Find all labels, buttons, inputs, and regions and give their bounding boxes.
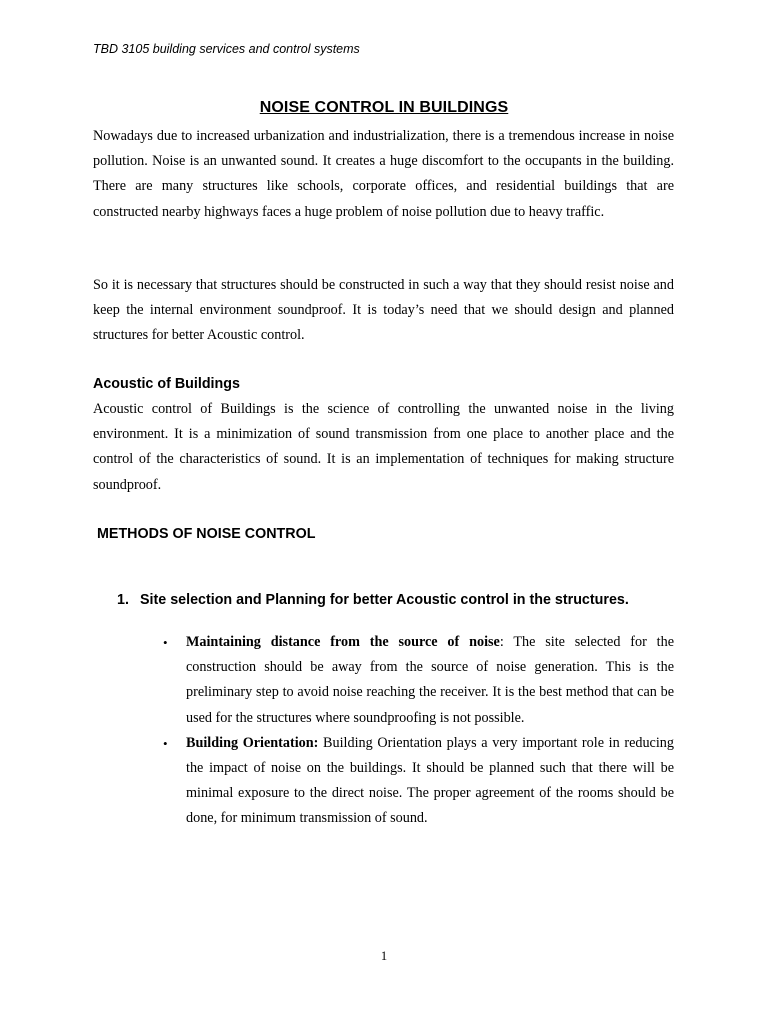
intro-paragraph: Nowadays due to increased urbanization and industrialization, there is a tremendous increase in noise pollution. Noise is an unwanted sound. It creates a huge discomfort to the occupants in the building. There are many structures like schools, corporate offices, and residential buildings that are constructed nearby highways faces a huge problem of noise pollution due to heavy traffic. bbox=[93, 128, 674, 220]
bullet-marker: • bbox=[163, 735, 168, 751]
bullet-term: Building Orientation: bbox=[186, 734, 319, 751]
page-number: 1 bbox=[380, 949, 388, 963]
item-number: 1. bbox=[117, 592, 129, 608]
bullet-text: : The site selected for the construction should be away from the source of noise generation. This is the preliminary step to avoid noise reaching the receiver. It is the best method that can be used for the structures where soundproofing is not possible. bbox=[186, 634, 674, 726]
bullet-list bbox=[160, 630, 674, 832]
item-title: Site selection and Planning for better Acoustic control in the structures. bbox=[140, 592, 629, 608]
bullet-item-distance bbox=[160, 630, 674, 731]
acoustic-heading: Acoustic of Buildings bbox=[93, 376, 240, 392]
bullet-marker: • bbox=[163, 635, 168, 650]
running-header: TBD 3105 building services and control systems bbox=[93, 42, 360, 56]
bullet-item-orientation bbox=[160, 731, 674, 832]
bullet-term: Maintaining distance from the source of noise bbox=[186, 634, 500, 650]
methods-heading: METHODS OF NOISE CONTROL bbox=[97, 526, 316, 542]
bullet-text: Building Orientation plays a very important role in reducing the impact of noise on the buildings. It should be planned such that there will be minimal exposure to the direct noise. The proper agreement of the rooms should be done, for minimum transmission of sound. bbox=[186, 734, 674, 827]
necessity-paragraph: So it is necessary that structures should be constructed in such a way that they should resist noise and keep the internal environment soundproof. It is today’s need that we should design and planned structures for better Acoustic control. bbox=[93, 277, 674, 344]
numbered-item-site-selection bbox=[117, 592, 629, 608]
document-title: NOISE CONTROL IN BUILDINGS bbox=[259, 99, 509, 116]
acoustic-paragraph: Acoustic control of Buildings is the science of controlling the unwanted noise in the living environment. It is a minimization of sound transmission from one place to another place and the control of the characteristics of sound. It is an implementation of techniques for making structure soundproof. bbox=[93, 401, 674, 493]
